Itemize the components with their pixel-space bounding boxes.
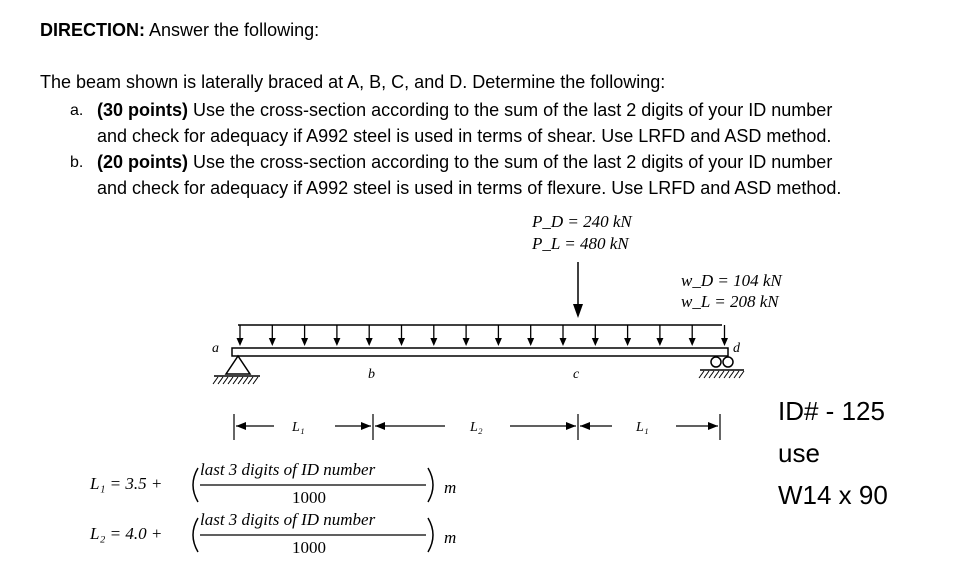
udl-arrow [301,325,308,346]
udl-arrow [560,325,567,346]
udl-arrow [721,325,728,346]
hatch-line [704,371,709,378]
formula2-denominator: 1000 [292,538,326,557]
point-load-live: P_L = 480 kN [532,234,629,253]
udl-arrow [398,325,405,346]
section-note: W14 x 90 [778,480,888,510]
hatch-line [734,371,739,378]
span3-label: L₁ [636,420,649,435]
problem-intro: The beam shown is laterally braced at A, B, C, and D. Determine the following: [40,72,666,92]
hatch-line [719,371,724,378]
span1-label: L₁ [292,420,305,435]
formula2-unit: m [444,528,457,547]
hatch-line [228,377,233,384]
hatch-line [248,377,253,384]
item-a-points: (30 points) [97,100,189,120]
hatch-line [253,377,258,384]
formula2-lhs: L₂ = 4.0 + [90,524,163,543]
formula2-numerator: last 3 digits of ID number [200,510,376,529]
item-b-points: (20 points) [97,152,189,172]
point-a-label: a [212,341,219,356]
hatch-line [218,377,223,384]
hatch-line [729,371,734,378]
item-a-marker: a. [70,102,84,119]
formula2-left-paren [193,518,198,552]
point-b-label: b [368,367,375,382]
point-load-dead: P_D = 240 kN [532,212,632,231]
point-c-label: c [573,367,580,382]
hatch-line [724,371,729,378]
formula1-unit: m [444,478,457,497]
formula1-left-paren [193,468,198,502]
udl-arrow [333,325,340,346]
hatch-line [243,377,248,384]
hatch-line [739,371,744,378]
udl-arrow [463,325,470,346]
hatch-line [714,371,719,378]
hatch-line [233,377,238,384]
hatch-line [699,371,704,378]
udl-arrow [656,325,663,346]
udl-arrow [366,325,373,346]
udl-arrow [495,325,502,346]
span2-label: L₂ [470,420,483,435]
udl-arrow [237,325,244,346]
item-b-text1: Use the cross-section according to the sum of the last 2 digits of your ID number [188,152,833,172]
udl-arrow [430,325,437,346]
hatch-line [223,377,228,384]
hatch-line [238,377,243,384]
distributed-load-live: w_L = 208 kN [681,292,779,311]
left-pin-support [213,356,260,384]
formula1-right-paren [428,468,433,502]
formula1-lhs: L₁ = 3.5 + [90,474,163,493]
item-a-line2: and check for adequacy if A992 steel is used in terms of shear. Use LRFD and ASD method. [97,126,832,146]
beam [232,348,728,356]
distributed-load-dead: w_D = 104 kN [681,271,782,290]
formula1-denominator: 1000 [292,488,326,507]
hatch-line [213,377,218,384]
udl-arrow [592,325,599,346]
id-note: ID# - 125 [778,396,885,426]
distributed-load-arrows [237,325,729,346]
item-b-marker: b. [70,154,84,171]
item-a-text1: Use the cross-section according to the sum of the last 2 digits of your ID number [188,100,833,120]
point-d-label: d [733,341,740,356]
formula2-right-paren [428,518,433,552]
udl-arrow [624,325,631,346]
udl-arrow [527,325,534,346]
item-b-line2: and check for adequacy if A992 steel is used in terms of flexure. Use LRFD and ASD method. [97,178,842,198]
use-note: use [778,438,820,468]
point-load-arrow [573,262,583,318]
hatch-line [709,371,714,378]
direction-label: DIRECTION: [40,20,145,40]
formula1-numerator: last 3 digits of ID number [200,460,376,479]
direction-text: Answer the following: [145,20,320,40]
udl-arrow [689,325,696,346]
udl-arrow [269,325,276,346]
right-roller-support [699,357,744,378]
